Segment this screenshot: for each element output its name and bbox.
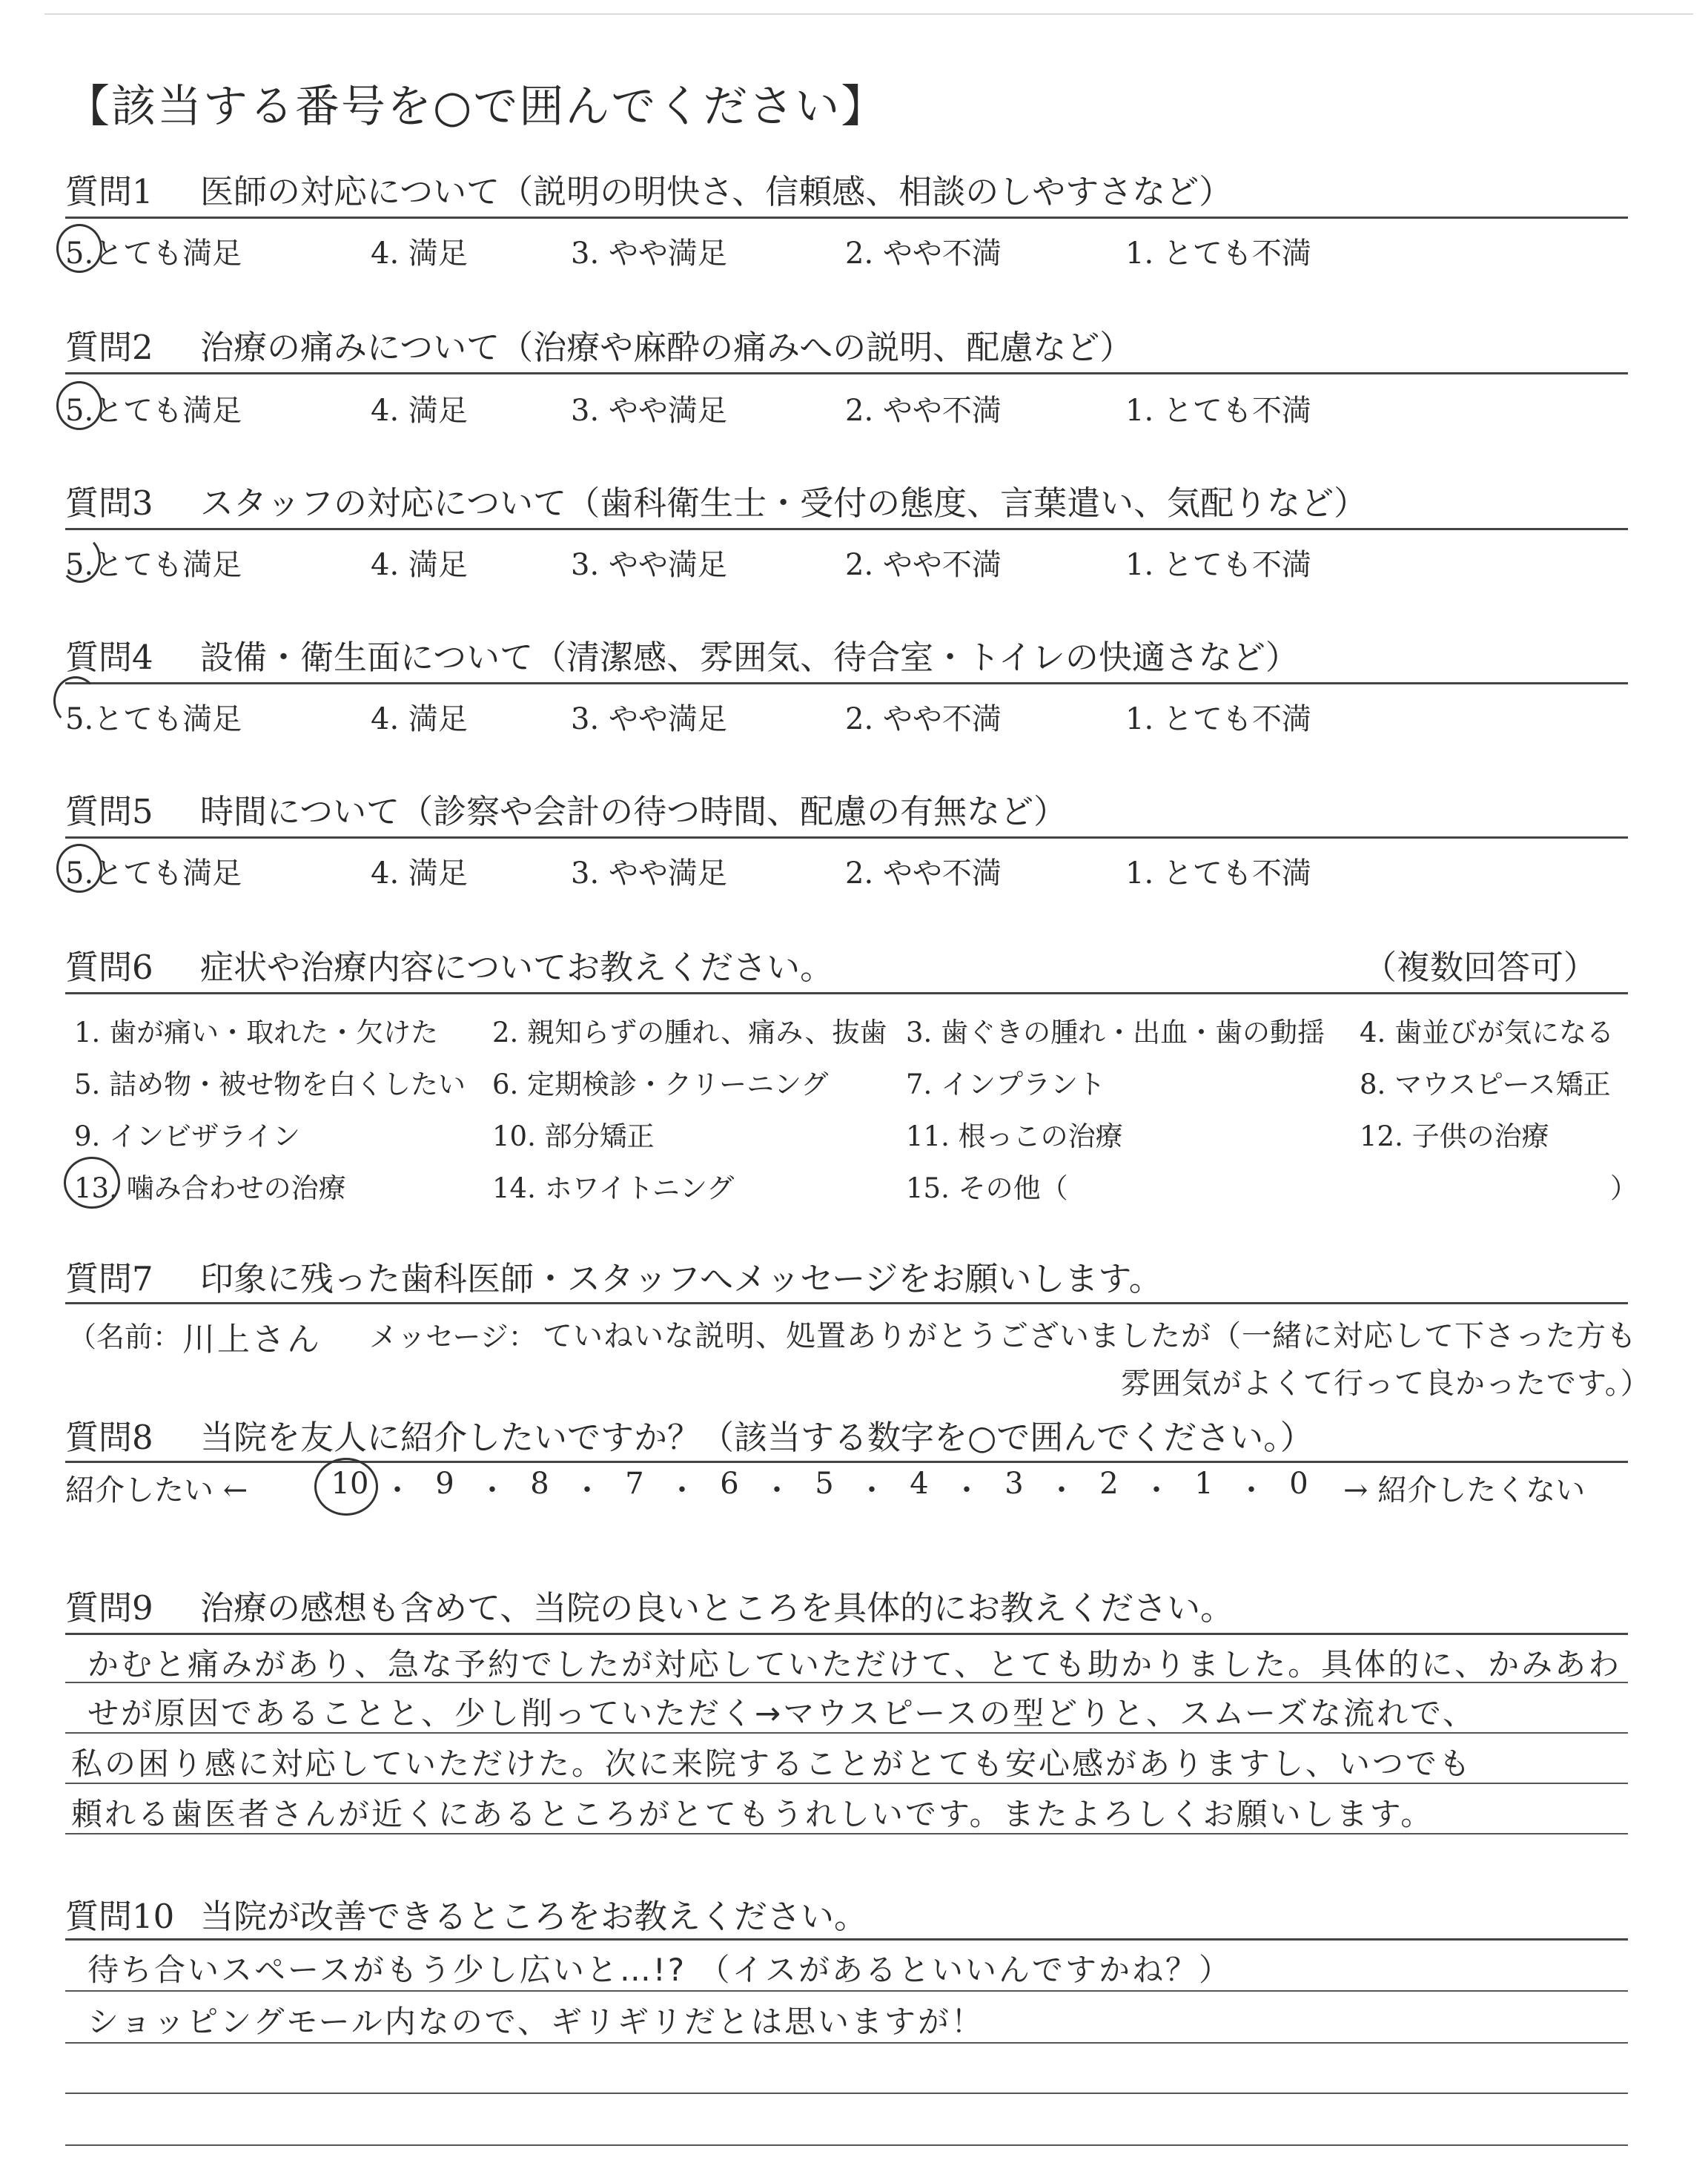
question-number: 質問1 bbox=[65, 172, 153, 211]
option-4[interactable]: 4. 満足 bbox=[371, 856, 468, 891]
scale-9[interactable]: 9 bbox=[435, 1467, 454, 1501]
symptom-option-10[interactable]: 10. 部分矯正 bbox=[492, 1120, 655, 1152]
selected-circle bbox=[56, 844, 102, 893]
answer-rule bbox=[65, 1990, 1628, 1992]
scale-dot: ・ bbox=[1237, 1473, 1266, 1507]
symptom-option-7[interactable]: 7. インプラント bbox=[906, 1069, 1106, 1100]
symptom-option-12[interactable]: 12. 子供の治療 bbox=[1360, 1120, 1549, 1152]
answer-line-1: かむと痛みがあり、急な予約でしたが対応していただけて、とても助かりました。具体的に、かみあわ bbox=[87, 1646, 1622, 1682]
option-5[interactable]: 5.とても満足 bbox=[65, 237, 242, 271]
question-1 bbox=[65, 165, 1232, 213]
scale-8[interactable]: 8 bbox=[530, 1467, 549, 1501]
symptom-option-6[interactable]: 6. 定期検診・クリーニング bbox=[492, 1069, 829, 1100]
name-value: 川上さん bbox=[182, 1321, 322, 1358]
scale-4[interactable]: 4 bbox=[910, 1467, 929, 1501]
question-3 bbox=[65, 476, 1367, 524]
symptom-option-9[interactable]: 9. インビザライン bbox=[74, 1120, 300, 1152]
question-rule bbox=[65, 836, 1628, 839]
multiple-answers-note: （複数回答可） bbox=[1363, 948, 1597, 987]
option-2[interactable]: 2. やや不満 bbox=[845, 702, 1002, 736]
symptom-option-2[interactable]: 2. 親知らずの腫れ、痛み、抜歯 bbox=[492, 1017, 887, 1048]
answer-rule bbox=[65, 1682, 1628, 1683]
option-1[interactable]: 1. とても不満 bbox=[1125, 702, 1311, 736]
scale-6[interactable]: 6 bbox=[720, 1467, 739, 1501]
question-number: 質問8 bbox=[65, 1418, 153, 1457]
scale-2[interactable]: 2 bbox=[1099, 1467, 1119, 1501]
answer-rule bbox=[65, 2144, 1628, 2146]
option-5[interactable]: 5.とても満足 bbox=[65, 856, 242, 891]
question-4 bbox=[65, 630, 1299, 678]
answer-rule bbox=[65, 1732, 1628, 1734]
question-10 bbox=[65, 1889, 867, 1938]
option-1[interactable]: 1. とても不満 bbox=[1125, 394, 1311, 428]
question-5 bbox=[65, 785, 1067, 833]
question-rule bbox=[65, 372, 1628, 374]
option-4[interactable]: 4. 満足 bbox=[371, 548, 468, 582]
option-3[interactable]: 3. やや満足 bbox=[571, 702, 727, 736]
question-rule bbox=[65, 1633, 1628, 1635]
other-close-paren: ） bbox=[1610, 1172, 1638, 1204]
question-rule bbox=[65, 682, 1628, 684]
symptom-option-8[interactable]: 8. マウスピース矯正 bbox=[1360, 1069, 1611, 1100]
message-line-1: ていねいな説明、処置ありがとうございましたが（一緒に対応して下さった方も bbox=[543, 1319, 1637, 1353]
question-number: 質問9 bbox=[65, 1588, 153, 1628]
symptom-option-11[interactable]: 11. 根っこの治療 bbox=[906, 1120, 1123, 1152]
question-8 bbox=[65, 1410, 1314, 1459]
scale-dot: ・ bbox=[857, 1473, 887, 1507]
option-2[interactable]: 2. やや不満 bbox=[845, 394, 1002, 428]
message-label: メッセージ： bbox=[369, 1321, 537, 1353]
question-number: 質問7 bbox=[65, 1259, 153, 1298]
question-2 bbox=[65, 320, 1133, 369]
question-number: 質問6 bbox=[65, 948, 153, 987]
message-line-2: 雰囲気がよくて行って良かったです。） bbox=[1121, 1367, 1651, 1401]
scale-dot: ・ bbox=[572, 1473, 602, 1507]
question-number: 質問3 bbox=[65, 483, 153, 523]
selected-circle bbox=[64, 1157, 120, 1209]
option-4[interactable]: 4. 満足 bbox=[371, 394, 468, 428]
scale-5[interactable]: 5 bbox=[815, 1467, 834, 1501]
question-text: スタッフの対応について（歯科衛生士・受付の態度、言葉遣い、気配りなど） bbox=[200, 483, 1368, 523]
option-2[interactable]: 2. やや不満 bbox=[845, 856, 1002, 891]
scale-10[interactable]: 10 bbox=[331, 1467, 369, 1501]
option-1[interactable]: 1. とても不満 bbox=[1125, 237, 1311, 271]
scale-dot: ・ bbox=[383, 1473, 412, 1507]
question-6 bbox=[65, 940, 833, 988]
question-9 bbox=[65, 1581, 1234, 1629]
scale-3[interactable]: 3 bbox=[1004, 1467, 1024, 1501]
selected-circle bbox=[59, 535, 101, 583]
improvement-line-1: 待ち合いスペースがもう少し広いと…!? （イスがあるといいんですかね？） bbox=[87, 1952, 1232, 1988]
option-4[interactable]: 4. 満足 bbox=[371, 702, 468, 736]
option-5[interactable]: 5.とても満足 bbox=[65, 548, 242, 582]
question-text: 時間について（診察や会計の待つ時間、配慮の有無など） bbox=[200, 792, 1068, 831]
answer-rule bbox=[65, 1833, 1628, 1834]
question-text: 当院が改善できるところをお教えください。 bbox=[200, 1897, 868, 1936]
symptom-option-3[interactable]: 3. 歯ぐきの腫れ・出血・歯の動揺 bbox=[906, 1017, 1325, 1048]
scale-dot: ・ bbox=[1047, 1473, 1076, 1507]
option-2[interactable]: 2. やや不満 bbox=[845, 237, 1002, 271]
scale-7[interactable]: 7 bbox=[625, 1467, 644, 1501]
question-rule bbox=[65, 1302, 1628, 1304]
question-text: 設備・衛生面について（清潔感、雰囲気、待合室・トイレの快適さなど） bbox=[200, 638, 1299, 677]
scale-dot: ・ bbox=[952, 1473, 982, 1507]
question-text: 印象に残った歯科医師・スタッフへメッセージをお願いします。 bbox=[200, 1259, 1162, 1298]
question-text: 症状や治療内容についてお教えください。 bbox=[200, 948, 834, 987]
answer-rule bbox=[65, 2093, 1628, 2094]
answer-line-2: せが原因であることと、少し削っていただく→マウスピースの型どりと、スムーズな流れで、 bbox=[87, 1695, 1477, 1731]
question-rule bbox=[65, 528, 1628, 530]
symptom-option-5[interactable]: 5. 詰め物・被せ物を白くしたい bbox=[74, 1069, 466, 1100]
answer-rule bbox=[65, 2042, 1628, 2044]
answer-line-4: 頼れる歯医者さんが近くにあるところがとてもうれしいです。またよろしくお願いします。 bbox=[71, 1796, 1434, 1832]
scale-1[interactable]: 1 bbox=[1194, 1467, 1214, 1501]
question-rule bbox=[65, 217, 1628, 219]
scale-dot: ・ bbox=[477, 1473, 507, 1507]
scale-dot: ・ bbox=[667, 1473, 697, 1507]
question-rule bbox=[65, 992, 1628, 994]
answer-line-3: 私の困り感に対応していただけた。次に来院することがとても安心感がありますし、いつでも bbox=[71, 1745, 1473, 1782]
symptom-option-15[interactable]: 15. その他（ bbox=[906, 1172, 1068, 1204]
selected-circle bbox=[56, 224, 102, 273]
question-number: 質問10 bbox=[65, 1897, 175, 1936]
symptom-option-4[interactable]: 4. 歯並びが気になる bbox=[1360, 1017, 1615, 1048]
page-header: 【該当する番号を○で囲んでください】 bbox=[65, 81, 887, 133]
question-rule bbox=[65, 1938, 1628, 1941]
question-text: 治療の感想も含めて、当院の良いところを具体的にお教えください。 bbox=[200, 1588, 1234, 1628]
option-2[interactable]: 2. やや不満 bbox=[845, 548, 1002, 582]
option-3[interactable]: 3. やや満足 bbox=[571, 856, 727, 891]
selected-circle bbox=[56, 381, 102, 430]
option-3[interactable]: 3. やや満足 bbox=[571, 394, 727, 428]
question-number: 質問2 bbox=[65, 328, 153, 367]
question-text: 治療の痛みについて（治療や麻酔の痛みへの説明、配慮など） bbox=[200, 328, 1133, 367]
question-number: 質問4 bbox=[65, 638, 153, 677]
question-text: 医師の対応について（説明の明快さ、信頼感、相談のしやすさなど） bbox=[200, 172, 1233, 211]
symptom-option-13[interactable]: 13. 噛み合わせの治療 bbox=[74, 1172, 346, 1204]
name-label: （名前： bbox=[68, 1321, 182, 1353]
recommend-right-label: → 紹介したくない bbox=[1343, 1473, 1586, 1507]
scale-dot: ・ bbox=[762, 1473, 792, 1507]
symptom-option-14[interactable]: 14. ホワイトニング bbox=[492, 1172, 735, 1204]
selected-circle bbox=[314, 1458, 378, 1516]
question-7 bbox=[65, 1252, 1162, 1300]
question-rule bbox=[65, 1461, 1628, 1463]
option-5[interactable]: 5.とても満足 bbox=[65, 394, 242, 428]
answer-rule bbox=[65, 1783, 1628, 1784]
symptom-option-1[interactable]: 1. 歯が痛い・取れた・欠けた bbox=[74, 1017, 439, 1048]
question-number: 質問5 bbox=[65, 792, 153, 831]
option-5[interactable]: 5.とても満足 bbox=[65, 702, 242, 736]
option-4[interactable]: 4. 満足 bbox=[371, 237, 468, 271]
improvement-line-2: ショッピングモール内なので、ギリギリだとは思いますが！ bbox=[87, 2004, 984, 2040]
recommend-left-label: 紹介したい ← bbox=[65, 1473, 248, 1507]
option-1[interactable]: 1. とても不満 bbox=[1125, 548, 1311, 582]
question-text: 当院を友人に紹介したいですか？（該当する数字を○で囲んでください。） bbox=[200, 1418, 1314, 1457]
option-1[interactable]: 1. とても不満 bbox=[1125, 856, 1311, 891]
top-border bbox=[44, 13, 1693, 15]
scale-dot: ・ bbox=[1142, 1473, 1171, 1507]
option-3[interactable]: 3. やや満足 bbox=[571, 237, 727, 271]
selected-circle bbox=[53, 676, 98, 725]
option-3[interactable]: 3. やや満足 bbox=[571, 548, 727, 582]
scale-0[interactable]: 0 bbox=[1289, 1467, 1308, 1501]
recommend-scale bbox=[326, 1467, 1323, 1509]
